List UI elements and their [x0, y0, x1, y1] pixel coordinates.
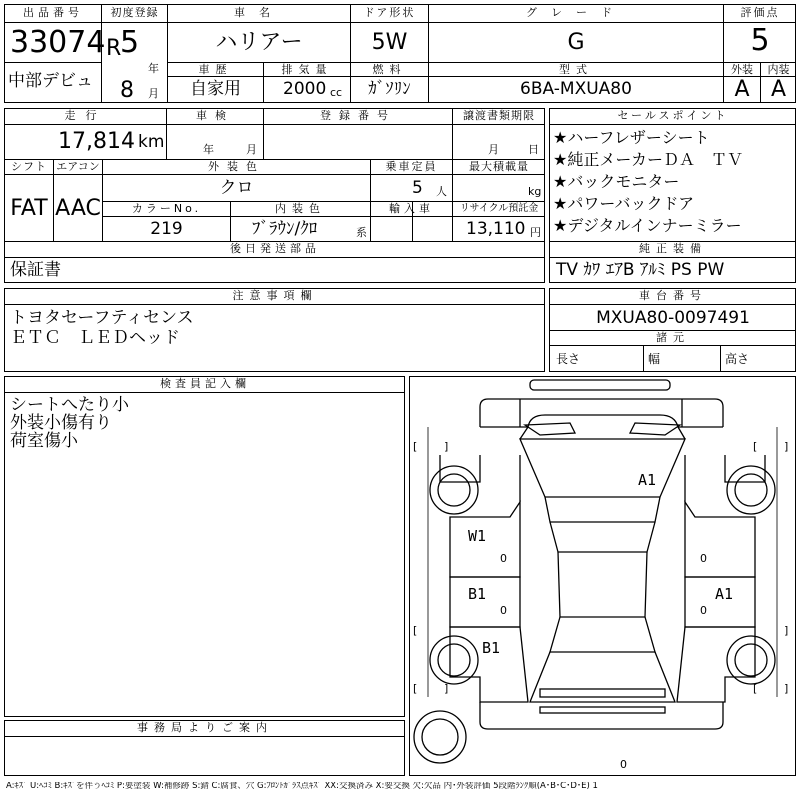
- later-parts-label: 後日発送部品: [230, 242, 320, 255]
- sales-point-item: ★バックモニター: [553, 172, 680, 191]
- office-label: 事務局よりご案内: [137, 721, 273, 734]
- sales-points-list: [553, 127, 743, 237]
- debut-label: 中部デビュ: [8, 71, 93, 91]
- reg-year: 5: [120, 25, 140, 60]
- car-diagram: [410, 377, 795, 775]
- fuel: ｶﾞｿﾘﾝ: [368, 79, 411, 99]
- damage-mark: W1: [468, 527, 487, 545]
- sales-point-item: ★ハーフレザーシート: [553, 128, 710, 147]
- capacity-unit: 人: [436, 185, 447, 198]
- length-label: 長さ: [556, 352, 581, 366]
- bracket: [: [753, 440, 758, 453]
- mileage-unit: km: [138, 132, 165, 152]
- displacement: 2000: [283, 79, 327, 99]
- displacement-unit: cc: [330, 86, 343, 99]
- model-label: 型式: [559, 63, 593, 76]
- inspector-line: 荷室傷小: [10, 431, 78, 451]
- equipment: TV ｶﾜ ｴｱB ｱﾙﾐ PS PW: [556, 260, 725, 280]
- interior-grade-label: 内装: [767, 63, 790, 76]
- transfer-label: 譲渡書類期限: [463, 109, 535, 122]
- door-label: ドア形状: [363, 6, 416, 19]
- car-diagram-box: [409, 376, 796, 776]
- grade-label: グレード: [526, 6, 626, 19]
- bracket: [: [753, 682, 758, 695]
- legend: A:ｷｽﾞ U:ﾍｺﾐ B:ｷｽﾞを伴うﾍｺﾐ P:要塗装 W:補修跡 S:錆 C:腐食、穴 G:ﾌﾛﾝﾄｶﾞﾗｽ点ｷｽﾞ XX:交換済み X:要交換 欠:欠品 内･外装評価 5段階ﾗﾝｸ順(A･B･C･D･E) 1: [6, 782, 598, 791]
- model: 6BA-MXUA80: [520, 79, 632, 99]
- recycle-unit: 円: [530, 226, 541, 239]
- int-color-unit: 系: [356, 226, 367, 239]
- damage-mark: B1: [468, 585, 487, 603]
- reg-year-unit: 年: [148, 62, 159, 75]
- inspector-line: シートへたり小: [10, 395, 129, 415]
- bracket: ]: [784, 682, 789, 695]
- max-load-label: 最大積載量: [469, 160, 529, 173]
- inspection-year-unit: 年: [203, 143, 214, 156]
- sales-points-label: セールスポイント: [617, 109, 729, 122]
- zero-mark: 0: [500, 552, 507, 565]
- transfer-month-unit: 月: [488, 143, 499, 156]
- bracket: ]: [784, 624, 789, 637]
- ac: AAC: [55, 196, 101, 221]
- zero-mark: 0: [500, 604, 507, 617]
- sales-point-item: ★デジタルインナーミラー: [553, 216, 742, 235]
- dims-label: 諸元: [656, 331, 690, 344]
- first-reg-label: 初度登録: [110, 6, 159, 19]
- reg-month-unit: 月: [148, 87, 159, 100]
- fuel-label: 燃料: [372, 63, 407, 76]
- score: 5: [750, 23, 770, 58]
- bracket: ]: [444, 682, 449, 695]
- chassis-number: MXUA80-0097491: [596, 308, 750, 328]
- grade: G: [567, 30, 585, 55]
- ac-label: エアコン: [56, 160, 100, 173]
- inspection-month-unit: 月: [246, 143, 257, 156]
- bracket: [: [413, 440, 418, 453]
- inspector-line: 外装小傷有り: [10, 413, 112, 433]
- note-line: ＥＴＣ ＬＥＤヘッド: [10, 328, 180, 348]
- interior-grade: A: [770, 77, 787, 102]
- notes-label: 注意事項欄: [232, 289, 318, 302]
- history-label: 車歴: [198, 63, 233, 76]
- car-name: ハリアー: [215, 30, 303, 55]
- capacity: 5: [412, 178, 423, 198]
- int-color: ﾌﾞﾗｳﾝ/ｸﾛ: [252, 219, 318, 239]
- sales-point-item: ★パワーバックドア: [553, 194, 695, 213]
- reg-month: 8: [120, 78, 134, 103]
- recycle-label: リサイクル預託金: [459, 203, 539, 214]
- door-type: 5W: [371, 30, 408, 55]
- note-line: トヨタセーフティセンス: [10, 308, 194, 328]
- bracket: ]: [444, 440, 449, 453]
- history: 自家用: [190, 79, 241, 99]
- inspector-label: 検査員記入欄: [160, 377, 250, 390]
- damage-mark: B1: [482, 639, 501, 657]
- color-no-label: カラーNo.: [131, 202, 202, 215]
- bracket: [: [413, 682, 418, 695]
- ext-color-label: 外装色: [208, 160, 265, 173]
- score-label: 評価点: [740, 6, 780, 19]
- max-load-unit: kg: [528, 185, 542, 198]
- shift: FAT: [10, 196, 48, 221]
- lot-number-label: 出品番号: [23, 6, 83, 19]
- inspection-label: 車検: [196, 109, 234, 122]
- import-label: 輸入車: [389, 202, 434, 215]
- mileage: 17,814: [58, 129, 135, 154]
- height-label: 高さ: [725, 352, 750, 366]
- damage-mark: A1: [715, 585, 734, 603]
- zero-mark: 0: [700, 552, 707, 565]
- car-name-label: 車名: [234, 6, 284, 19]
- era: R: [106, 36, 122, 61]
- reg-number-label: 登録番号: [320, 109, 396, 122]
- damage-mark: A1: [638, 471, 657, 489]
- zero-mark: 0: [700, 604, 707, 617]
- width-label: 幅: [648, 352, 661, 366]
- capacity-label: 乗車定員: [385, 160, 438, 173]
- shift-label: シフト: [11, 160, 47, 173]
- lot-number: 33074: [10, 25, 106, 60]
- color-no: 219: [150, 219, 183, 239]
- bracket: ]: [784, 440, 789, 453]
- transfer-day-unit: 日: [528, 143, 539, 156]
- exterior-grade-label: 外装: [731, 63, 753, 76]
- exterior-grade: A: [734, 77, 750, 102]
- zero-mark: 0: [620, 758, 627, 771]
- int-color-label: 内装色: [275, 202, 326, 215]
- sales-point-item: ★純正メーカーＤＡ ＴＶ: [553, 150, 744, 169]
- recycle: 13,110: [466, 219, 526, 239]
- displacement-label: 排気量: [281, 63, 333, 76]
- later-parts: 保証書: [10, 260, 61, 280]
- ext-color: クロ: [219, 178, 254, 198]
- chassis-label: 車台番号: [639, 289, 707, 302]
- mileage-label: 走行: [64, 109, 107, 122]
- equipment-label: 純正装備: [639, 242, 707, 255]
- bracket: [: [413, 624, 418, 637]
